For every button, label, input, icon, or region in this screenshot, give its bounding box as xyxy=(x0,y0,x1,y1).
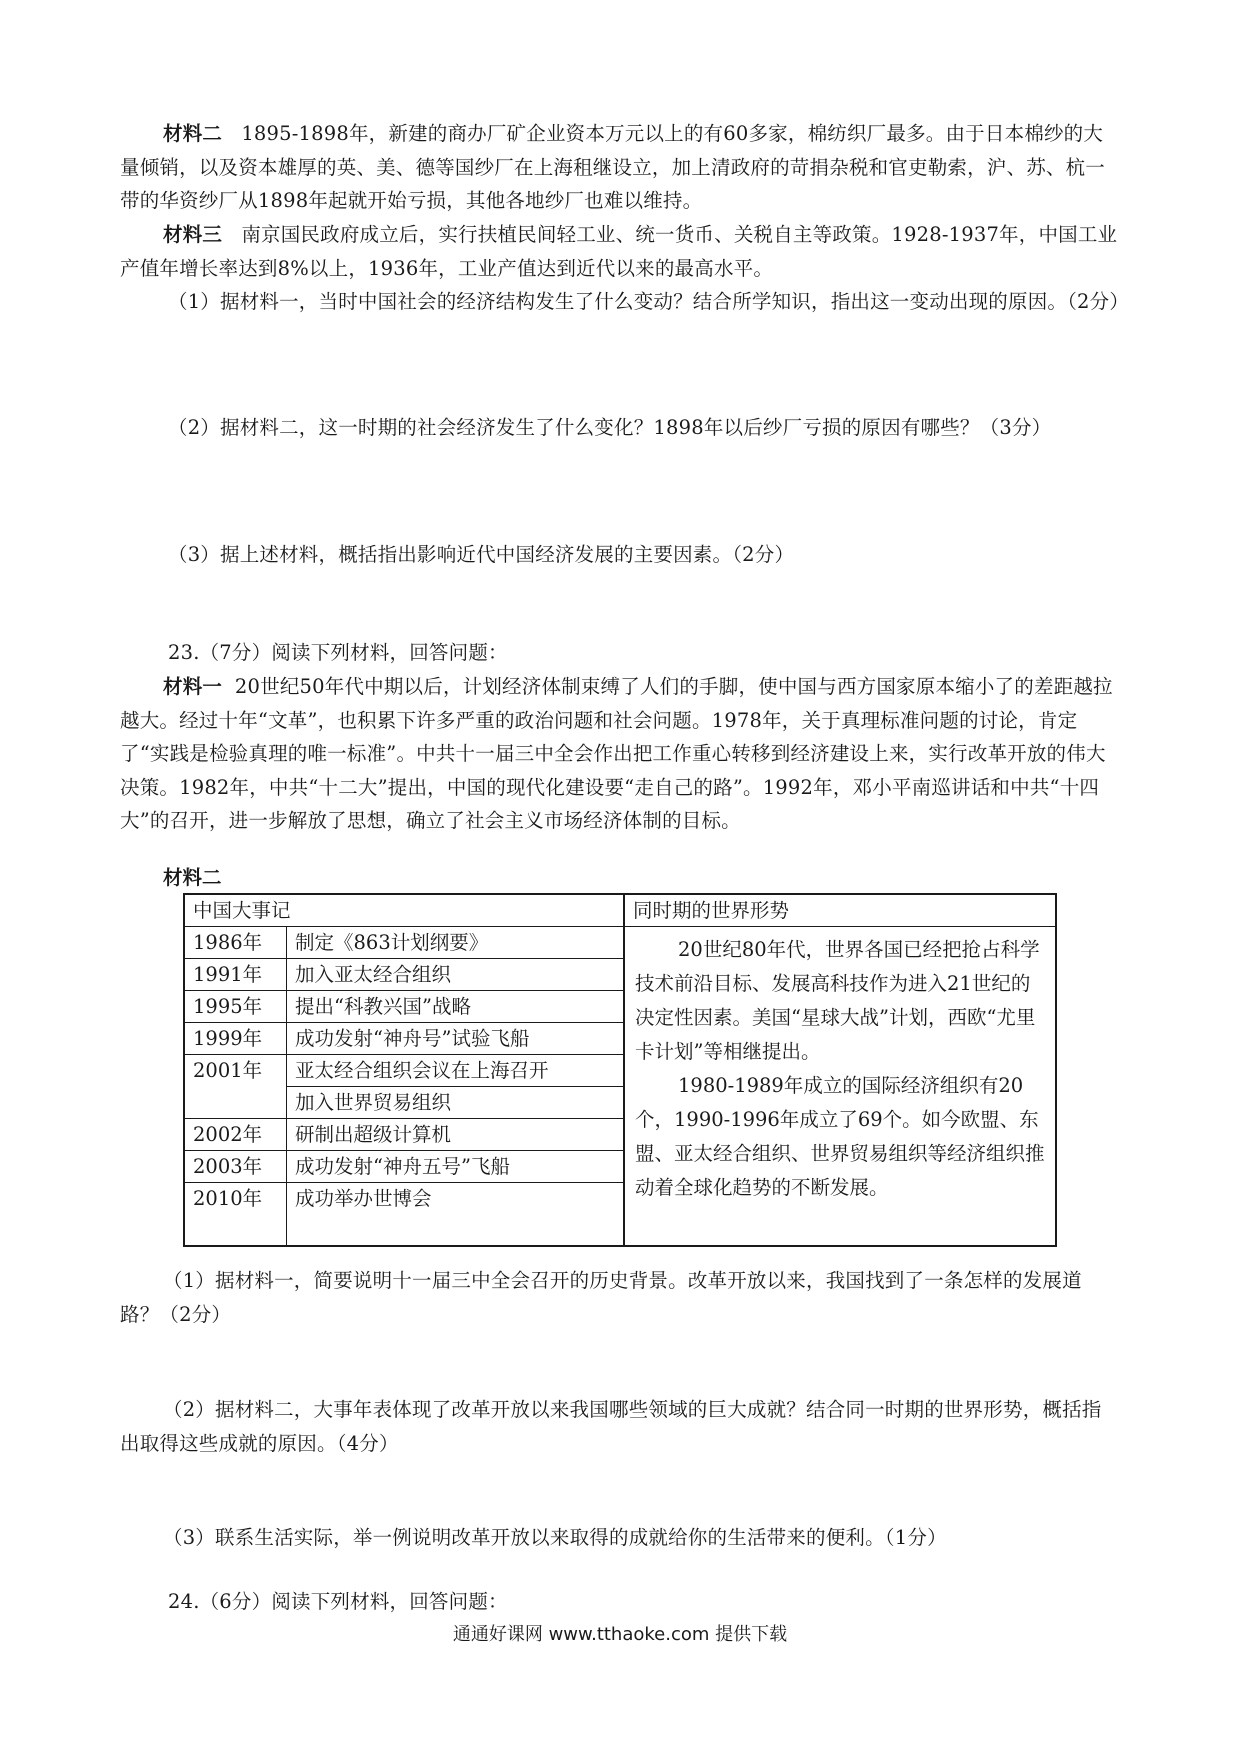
question-23-3: （3）联系生活实际，举一例说明改革开放以来取得的成就给你的生活带来的便利。（1分） xyxy=(163,1526,947,1549)
q23-material-2-label: 材料二 xyxy=(163,866,222,889)
year-cell: 2010年 xyxy=(184,1183,287,1247)
table-header-row xyxy=(184,894,1056,927)
year-cell: 1986年 xyxy=(184,927,287,959)
header-world-situation: 同时期的世界形势 xyxy=(624,894,1056,927)
material-2-label: 材料二 xyxy=(163,122,223,145)
year-cell: 2001年 xyxy=(184,1055,287,1119)
question-22-1: （1）据材料一，当时中国社会的经济结构发生了什么变动？结合所学知识，指出这一变动出现的原因。（2分） xyxy=(168,290,1130,313)
event-cell: 研制出超级计算机 xyxy=(287,1119,625,1151)
year-cell: 1995年 xyxy=(184,991,287,1023)
event-cell: 加入世界贸易组织 xyxy=(287,1087,625,1119)
table-row xyxy=(184,927,1056,959)
world-situation-cell xyxy=(624,927,1056,1247)
material-2-paragraph xyxy=(120,117,1120,218)
event-cell: 加入亚太经合组织 xyxy=(287,959,625,991)
question-23-1: （1）据材料一，简要说明十一届三中全会召开的历史背景。改革开放以来，我国找到了一条怎样的发展道路？（2分） xyxy=(120,1269,1082,1326)
material-3-paragraph xyxy=(120,218,1120,285)
year-cell: 1991年 xyxy=(184,959,287,991)
event-cell: 成功发射“神舟号”试验飞船 xyxy=(287,1023,625,1055)
event-cell: 制定《863计划纲要》 xyxy=(287,927,625,959)
event-cell: 提出“科教兴国”战略 xyxy=(287,991,625,1023)
events-table xyxy=(183,893,1057,1247)
event-cell: 成功举办世博会 xyxy=(287,1183,625,1247)
event-cell: 亚太经合组织会议在上海召开 xyxy=(287,1055,625,1087)
material-3-text: 南京国民政府成立后，实行扶植民间轻工业、统一货币、关税自主等政策。1928-1937年，中国工业产值年增长率达到8%以上，1936年，工业产值达到近代以来的最高水平。 xyxy=(120,223,1118,280)
material-2-text: 1895-1898年，新建的商办厂矿企业资本万元以上的有60多家，棉纺织厂最多。由于日本棉纱的大量倾销，以及资本雄厚的英、美、德等国纱厂在上海租继设立，加上清政府的苛捐杂税和官吏勒索，沪、苏、杭一带的华资纱厂从1898年起就开始亏损，其他各地纱厂也难以维持。 xyxy=(120,122,1106,212)
header-china-events: 中国大事记 xyxy=(184,894,624,927)
question-23-2: （2）据材料二，大事年表体现了改革开放以来我国哪些领域的巨大成就？结合同一时期的世界形势，概括指出取得这些成就的原因。（4分） xyxy=(120,1398,1102,1455)
world-paragraph-1: 20世纪80年代，世界各国已经把抢占科学技术前沿目标、发展高科技作为进入21世纪的决定性因素。美国“星球大战”计划，西欧“尤里卡计划”等相继提出。 xyxy=(635,938,1040,1063)
question-24-heading: 24.（6分）阅读下列材料，回答问题： xyxy=(168,1590,508,1613)
question-22-2: （2）据材料二，这一时期的社会经济发生了什么变化？1898年以后纱厂亏损的原因有哪些？（3分） xyxy=(168,416,1052,439)
year-cell: 1999年 xyxy=(184,1023,287,1055)
q23-material-1-label: 材料一 xyxy=(163,675,223,698)
q23-material-1-text: 20世纪50年代中期以后，计划经济体制束缚了人们的手脚，使中国与西方国家原本缩小了的差距越拉越大。经过十年“文革”，也积累下许多严重的政治问题和社会问题。1978年，关于真理标准问题的讨论，肯定了“实践是检验真理的唯一标准”。中共十一届三中全会作出把工作重心转移到经济建设上来，实行改革开放的伟大决策。1982年，中共“十二大”提出，中国的现代化建设要“走自己的路”。1992年，邓小平南巡讲话和中共“十四大”的召开，进一步解放了思想，确立了社会主义市场经济体制的目标。 xyxy=(120,675,1113,832)
year-cell: 2002年 xyxy=(184,1119,287,1151)
page-footer: 通通好课网 www.tthaoke.com 提供下载 xyxy=(452,1624,788,1645)
question-22-3: （3）据上述材料，概括指出影响近代中国经济发展的主要因素。（2分） xyxy=(168,543,795,566)
year-cell: 2003年 xyxy=(184,1151,287,1183)
world-paragraph-2: 1980-1989年成立的国际经济组织有20个，1990-1996年成立了69个。如今欧盟、东盟、亚太经合组织、世界贸易组织等经济组织推动着全球化趋势的不断发展。 xyxy=(635,1074,1045,1199)
q23-material-1-paragraph xyxy=(120,670,1120,838)
question-23-heading: 23.（7分）阅读下列材料，回答问题： xyxy=(168,641,508,664)
event-cell: 成功发射“神舟五号”飞船 xyxy=(287,1151,625,1183)
material-3-label: 材料三 xyxy=(163,223,223,246)
